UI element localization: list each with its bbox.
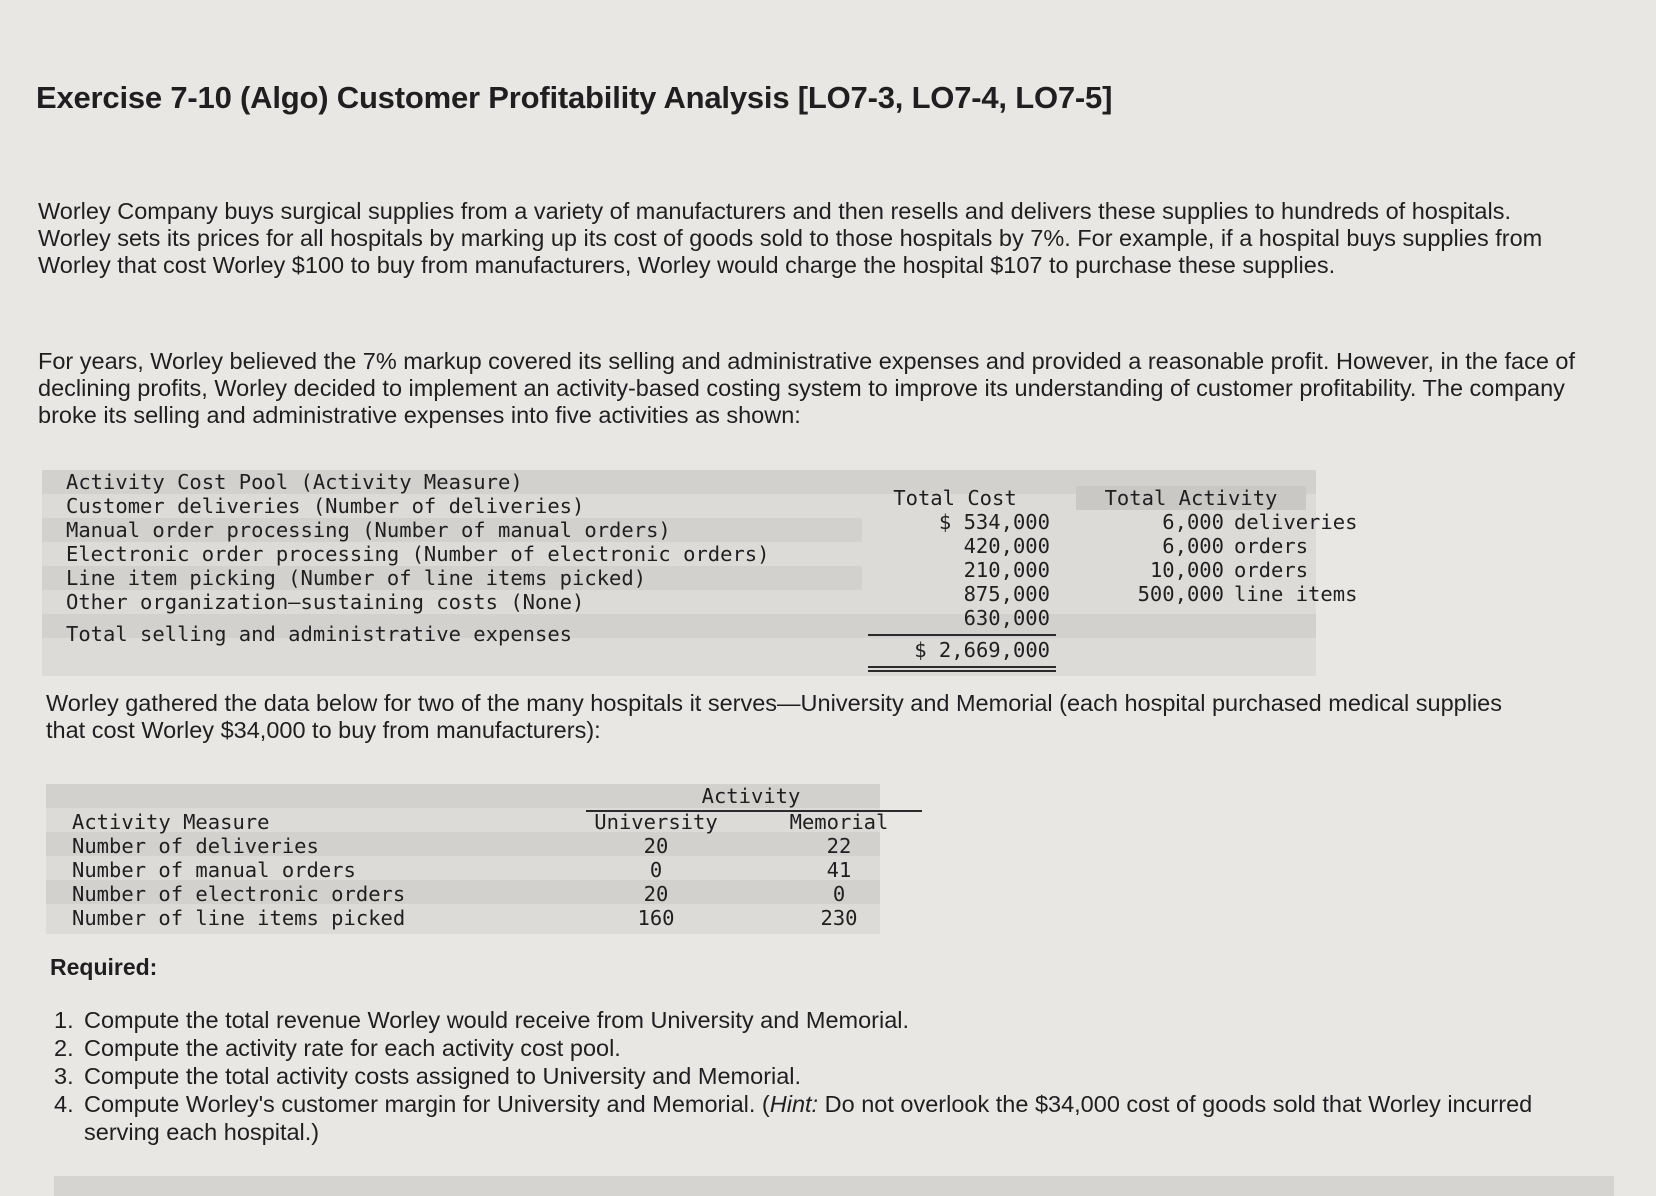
list-item-number: 1.: [54, 1007, 74, 1033]
table2-header-university: University: [594, 810, 718, 834]
table1-row-activity-number: 10,000: [1149, 558, 1224, 582]
background-paragraph: For years, Worley believed the 7% markup covered its selling and administrative expenses and provided a reasonable profit. However, in the face of declining profits, Worley decided to implement an activity-based costing system to improve its understanding of customer profitability. The company broke its selling and administrative expenses into five activities as shown:: [38, 348, 1576, 428]
table1-row-cost: 630,000: [963, 606, 1050, 630]
hospital-activity-table: [46, 784, 889, 934]
table1-row-label: Line item picking (Number of line items picked): [66, 566, 647, 590]
list-item-number: 3.: [54, 1063, 74, 1089]
table1-row-activity-unit: orders: [1234, 558, 1309, 582]
table1-row-label: Electronic order processing (Number of electronic orders): [66, 542, 770, 566]
double-rule-bottom: [868, 670, 1056, 672]
table2-header-measure: Activity Measure: [72, 810, 270, 834]
list-item: [50, 1090, 1550, 1146]
table1-row-activity-unit: deliveries: [1234, 510, 1358, 534]
list-item-text: Compute the activity rate for each activity cost pool.: [84, 1035, 621, 1061]
table2-row-label: Number of electronic orders: [72, 882, 406, 906]
table1-row-cost: 875,000: [963, 582, 1050, 606]
bottom-panel-edge: [54, 1176, 1614, 1196]
list-item: [50, 1062, 1550, 1090]
table1-row-activity-number: 6,000: [1162, 510, 1224, 534]
table2-row-memorial: 22: [826, 834, 852, 858]
table1-row-activity-unit: line items: [1234, 582, 1358, 606]
table1-row-label: Manual order processing (Number of manual orders): [66, 518, 671, 542]
page-title: Exercise 7-10 (Algo) Customer Profitability Analysis [LO7-3, LO7-4, LO7-5]: [36, 80, 1113, 115]
table1-row-cost: $ 534,000: [938, 510, 1050, 534]
required-heading: Required:: [50, 954, 158, 980]
table1-total-cost: $ 2,669,000: [914, 638, 1050, 662]
table1-row-label: Other organization–sustaining costs (None): [66, 590, 585, 614]
list-item: [50, 1006, 1550, 1034]
table1-row-cost: 420,000: [963, 534, 1050, 558]
table1-row-activity-number: 6,000: [1162, 534, 1224, 558]
table2-row-university: 20: [643, 834, 669, 858]
requirements-list: [50, 1006, 1550, 1146]
table2-header-memorial: Memorial: [789, 810, 889, 834]
list-item: [50, 1034, 1550, 1062]
activity-cost-pool-table: [42, 470, 1358, 676]
intro-paragraph: Worley Company buys surgical supplies from a variety of manufacturers and then resells and delivers these supplies to hundreds of hospitals. Worley sets its prices for all hospitals by marking up its cost of goods sold to those hospitals by 7%. For example, if a hospital buys supplies from Worley that cost Worley $100 to buy from manufacturers, Worley would charge the hospital $107 to purchase these supplies.: [38, 198, 1543, 278]
list-item-text: Do not overlook the $34,000 cost of goods sold that Worley incurred serving each hospital.): [84, 1091, 1533, 1145]
subtotal-rule: [868, 634, 1056, 636]
table1-header-activity: Total Activity: [1076, 486, 1306, 510]
table1-header-label: Activity Cost Pool (Activity Measure): [66, 470, 523, 494]
table1-row-activity-unit: orders: [1234, 534, 1309, 558]
table1-total-label: Total selling and administrative expenses: [66, 622, 573, 646]
table1-row-label: Customer deliveries (Number of deliveries): [66, 494, 585, 518]
list-item-number: 4.: [54, 1091, 74, 1117]
list-item-text: Compute the total activity costs assigned to University and Memorial.: [84, 1063, 802, 1089]
table2-row-label: Number of manual orders: [72, 858, 356, 882]
table2-header-activity: Activity: [701, 784, 801, 808]
table2-row-university: 160: [637, 906, 675, 930]
list-item-number: 2.: [54, 1035, 74, 1061]
table2-row-memorial: 0: [832, 882, 846, 906]
table2-row-memorial: 230: [820, 906, 858, 930]
hospital-data-paragraph: Worley gathered the data below for two of the many hospitals it serves—University and Memorial (each hospital purchased medical supplies that cost Worley $34,000 to buy from manufacturers):: [46, 690, 1502, 743]
table2-row-label: Number of line items picked: [72, 906, 406, 930]
table1-row-activity-number: 500,000: [1137, 582, 1224, 606]
list-item-text: Compute the total revenue Worley would receive from University and Memorial.: [84, 1007, 910, 1033]
table1-row-cost: 210,000: [963, 558, 1050, 582]
table2-row-label: Number of deliveries: [72, 834, 319, 858]
table2-row-university: 0: [649, 858, 663, 882]
table2-row-memorial: 41: [826, 858, 852, 882]
table2-row-university: 20: [643, 882, 669, 906]
list-item-text: Compute Worley's customer margin for University and Memorial. (: [84, 1091, 770, 1117]
double-rule-top: [868, 666, 1056, 668]
hint-label: Hint:: [769, 1091, 819, 1117]
table1-header-cost: Total Cost: [893, 486, 1017, 510]
